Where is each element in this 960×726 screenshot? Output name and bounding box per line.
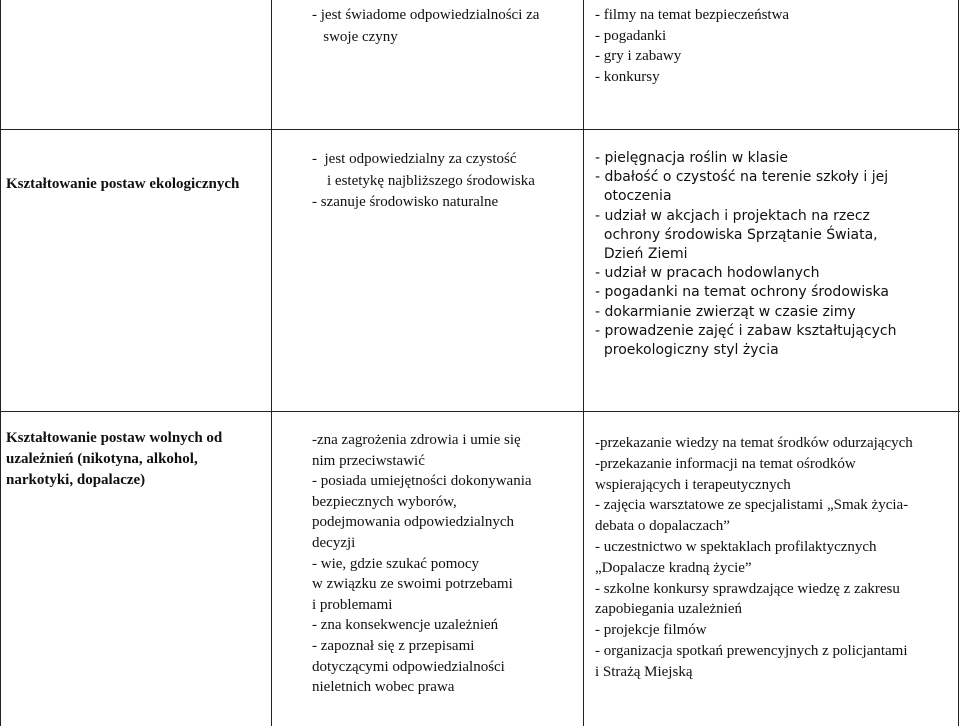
text-line: proekologiczny styl życia — [595, 342, 779, 359]
activities-cell — [595, 433, 951, 683]
text-line: - prowadzenie zajęć i zabaw kształtujących — [595, 322, 897, 339]
text-line: - gry i zabawy — [595, 48, 682, 64]
text-line: - jest odpowiedzialny za czystość — [312, 151, 517, 167]
text-line: debata o dopalaczach” — [595, 518, 730, 535]
text-line: - dokarmianie zwierząt w czasie zimy — [595, 303, 856, 320]
text-line: zapobiegania uzależnień — [595, 601, 742, 618]
text-line: - zajęcia warsztatowe ze specjalistami „Smak życia- — [595, 497, 909, 514]
text-line: - zna konsekwencje uzależnień — [312, 617, 499, 634]
row-divider — [0, 411, 960, 412]
text-line: dotyczącymi odpowiedzialności — [312, 658, 505, 675]
text-line: nim przeciwstawić — [312, 452, 425, 469]
text-line: - organizacja spotkań prewencyjnych z policjantami — [595, 642, 908, 659]
text-line: - pogadanki na temat ochrony środowiska — [595, 284, 889, 301]
category-cell — [6, 174, 268, 194]
column-divider — [0, 0, 1, 726]
text-line: - udział w akcjach i projektach na rzecz — [595, 207, 870, 224]
category-cell — [6, 428, 268, 491]
text-line: - konkursy — [595, 68, 660, 85]
row-divider — [0, 129, 960, 130]
text-line: i Strażą Miejską — [595, 663, 693, 680]
category-title: Kształtowanie postaw ekologicznych — [6, 176, 240, 192]
text-line: swoje czyny — [312, 29, 398, 45]
outcomes-cell — [312, 5, 577, 47]
text-line: - posiada umiejętności dokonywania — [312, 473, 532, 490]
text-line: w związku ze swoimi potrzebami — [312, 576, 513, 593]
category-title: Kształtowanie postaw wolnych od — [6, 430, 223, 446]
text-line: otoczenia — [595, 188, 672, 205]
text-line: i problemami — [312, 596, 393, 613]
text-line: podejmowania odpowiedzialnych — [312, 514, 515, 531]
text-line: - pielęgnacja roślin w klasie — [595, 150, 789, 166]
text-line: decyzji — [312, 534, 356, 551]
text-line: Dzień Ziemi — [595, 246, 688, 263]
text-line: -przekazanie informacji na temat ośrodków — [595, 455, 856, 472]
text-line: - udział w pracach hodowlanych — [595, 265, 820, 282]
text-line: - filmy na temat bezpieczeństwa — [595, 7, 790, 23]
category-title: narkotyki, dopalacze) — [6, 472, 146, 488]
text-line: bezpiecznych wyborów, — [312, 493, 457, 510]
text-line: -przekazanie wiedzy na temat środków odurzających — [595, 435, 913, 451]
text-line: - projekcje filmów — [595, 622, 707, 639]
outcomes-cell — [312, 430, 577, 698]
text-line: ochrony środowiska Sprzątanie Świata, — [595, 226, 878, 243]
text-line: - pogadanki — [595, 27, 667, 44]
text-line: - dbałość o czystość na terenie szkoły i jej — [595, 169, 889, 186]
text-line: wspierających i terapeutycznych — [595, 476, 791, 493]
activities-cell — [595, 149, 955, 360]
text-line: - zapoznał się z przepisami — [312, 637, 475, 654]
text-line: - jest świadome odpowiedzialności za — [312, 7, 540, 23]
text-line: i estetykę najbliższego środowiska — [312, 172, 535, 189]
activities-cell — [595, 5, 955, 87]
text-line: nieletnich wobec prawa — [312, 679, 455, 696]
column-divider — [583, 0, 584, 726]
text-line: - wie, gdzie szukać pomocy — [312, 555, 480, 572]
text-line: -zna zagrożenia zdrowia i umie się — [312, 432, 521, 448]
text-line: - uczestnictwo w spektaklach profilaktycznych — [595, 538, 877, 555]
column-divider — [271, 0, 272, 726]
text-line: - szkolne konkursy sprawdzające wiedzę z zakresu — [595, 580, 900, 597]
category-title: uzależnień (nikotyna, alkohol, — [6, 451, 198, 467]
text-line: - szanuje środowisko naturalne — [312, 194, 499, 210]
column-divider — [958, 0, 959, 726]
text-line: „Dopalacze kradną życie” — [595, 559, 752, 576]
outcomes-cell — [312, 149, 577, 214]
